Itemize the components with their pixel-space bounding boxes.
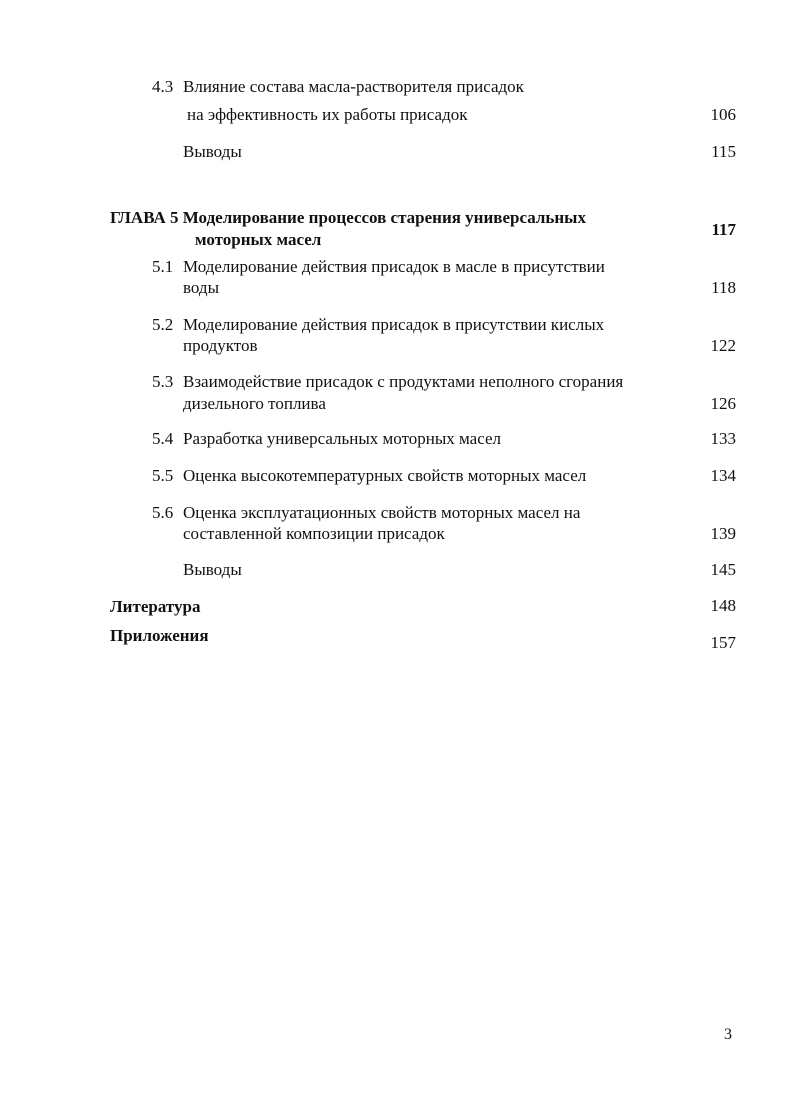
- toc-entry-number: 5.5: [152, 466, 174, 485]
- toc-entry-title-line1: Взаимодействие присадок с продуктами неполного сгорания: [183, 372, 624, 391]
- toc-entry-title-line1: Оценка эксплуатационных свойств моторных масел на: [183, 503, 581, 522]
- toc-entry-number: 4.3: [152, 77, 174, 96]
- toc-entry-number: 5.1: [152, 257, 174, 276]
- toc-entry-title-line1: Моделирование действия присадок в присутствии кислых: [183, 315, 605, 334]
- toc-entry-page: 139: [710, 524, 736, 543]
- toc-entry-title: Приложения: [110, 626, 209, 645]
- toc-entry-page: 118: [711, 278, 736, 297]
- toc-entry-number: 5.2: [152, 315, 174, 334]
- toc-entry-title-line1: Влияние состава масла-растворителя присадок: [183, 77, 524, 96]
- toc-entry-title-line2: составленной композиции присадок: [183, 524, 445, 543]
- toc-entry-page: 145: [710, 560, 736, 579]
- toc-entry-title-line2: воды: [183, 278, 219, 297]
- page-number: 3: [724, 1026, 732, 1043]
- toc-entry-page: 122: [710, 336, 736, 355]
- toc-entry-title: Литература: [110, 597, 201, 616]
- toc-entry-page: 115: [711, 142, 736, 161]
- toc-entry-title: Выводы: [183, 142, 242, 161]
- toc-entry-title: Выводы: [183, 560, 242, 579]
- chapter-title-line2: моторных масел: [195, 230, 322, 249]
- toc-entry-page: 157: [710, 633, 736, 652]
- toc-entry-title-line2: дизельного топлива: [183, 394, 326, 413]
- toc-entry-page: 106: [710, 105, 736, 124]
- toc-entry-title-line2: продуктов: [183, 336, 258, 355]
- toc-entry-page: 134: [710, 466, 736, 485]
- toc-entry-page: 126: [710, 394, 736, 413]
- toc-entry-title: Разработка универсальных моторных масел: [183, 429, 502, 448]
- toc-entry-page: 117: [711, 220, 736, 239]
- toc-entry-number: 5.4: [152, 429, 174, 448]
- toc-entry-page: 148: [710, 596, 736, 615]
- toc-entry-title-line1: Моделирование действия присадок в масле в присутствии: [183, 257, 605, 276]
- chapter-title-line1: ГЛАВА 5 Моделирование процессов старения универсальных: [110, 208, 586, 227]
- toc-entry-title-line2: на эффективность их работы присадок: [187, 105, 468, 124]
- toc-entry-number: 5.6: [152, 503, 174, 522]
- toc-entry-number: 5.3: [152, 372, 174, 391]
- toc-entry-page: 133: [710, 429, 736, 448]
- toc-entry-title: Оценка высокотемпературных свойств моторных масел: [183, 466, 587, 485]
